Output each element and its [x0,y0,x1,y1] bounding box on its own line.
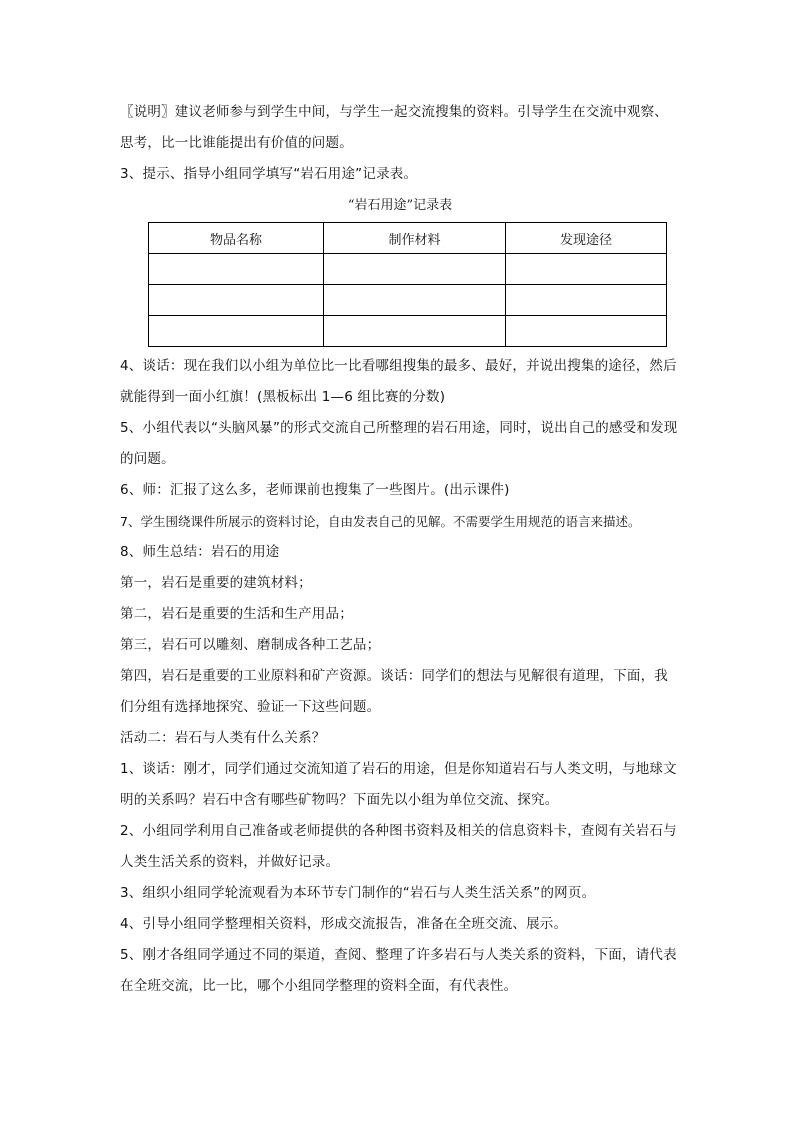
table-cell [149,316,324,347]
header-material: 制作材料 [324,223,506,254]
activity-2-step-3: 3、组织小组同学轮流观看为本环节专门制作的“岩石与人类生活关系”的网页。 [120,885,596,901]
header-discovery-way: 发现途径 [506,223,667,254]
table-caption: “岩石用途”记录表 [347,198,453,213]
activity-2-step-2: 2、小组同学利用自己准备或老师提供的各种图书资料及相关的信息资料卡，查阅有关岩石与人类生活关系的资料，并做好记录。 [120,823,677,870]
step-7-paragraph: 7、学生围绕课件所展示的资料讨论，自由发表自己的见解。不需要学生用规范的语言来描述。 [120,514,641,529]
summary-second: 第二，岩石是重要的生活和生产用品； [120,606,353,622]
rock-usage-record-table [148,222,667,347]
activity-2-step-1: 1、谈话：刚才，同学们通过交流知道了岩石的用途，但是你知道岩石与人类文明，与地球文明的关系吗？岩石中含有哪些矿物吗？下面先以小组为单位交流、探究。 [120,761,677,808]
table-cell [324,316,506,347]
table-cell [149,254,324,285]
step-3-paragraph: 3、提示、指导小组同学填写“岩石用途”记录表。 [120,166,418,182]
table-row [149,316,667,347]
step-5-paragraph: 5、小组代表以“头脑风暴”的形式交流自己所整理的岩石用途，同时，说出自己的感受和发现的问题。 [120,420,678,467]
table-row [149,254,667,285]
step-6-paragraph: 6、师：汇报了这么多，老师课前也搜集了一些图片。(出示课件) [120,482,510,498]
step-8-paragraph: 8、师生总结：岩石的用途 [120,544,280,560]
activity-2-step-4: 4、引导小组同学整理相关资料，形成交流报告，准备在全班交流、展示。 [120,916,568,932]
table-row [149,285,667,316]
summary-first: 第一，岩石是重要的建筑材料； [120,575,312,591]
table-cell [506,316,667,347]
summary-third: 第三，岩石可以雕刻、磨制成各种工艺品； [120,637,381,653]
table-cell [149,285,324,316]
table-cell [324,254,506,285]
activity-2-step-5: 5、刚才各组同学通过不同的渠道，查阅、整理了许多岩石与人类关系的资料，下面，请代表在全班交流，比一比，哪个小组同学整理的资料全面，有代表性。 [120,947,677,994]
activity-2-heading: 活动二：岩石与人类有什么关系？ [120,730,326,746]
summary-fourth: 第四，岩石是重要的工业原料和矿产资源。谈话：同学们的想法与见解很有道理，下面，我们分组有选择地探究、验证一下这些问题。 [120,668,668,715]
table-cell [324,285,506,316]
table-cell [506,285,667,316]
step-4-paragraph: 4、谈话：现在我们以小组为单位比一比看哪组搜集的最多、最好，并说出搜集的途径，然后就能得到一面小红旗！(黑板标出 1—6 组比赛的分数) [120,358,677,405]
table-header-row [149,223,667,254]
table-cell [506,254,667,285]
header-item-name: 物品名称 [149,223,324,254]
note-paragraph: 〖说明〗建议老师参与到学生中间，与学生一起交流搜集的资料。引导学生在交流中观察、思考，比一比谁能提出有价值的问题。 [120,104,668,151]
